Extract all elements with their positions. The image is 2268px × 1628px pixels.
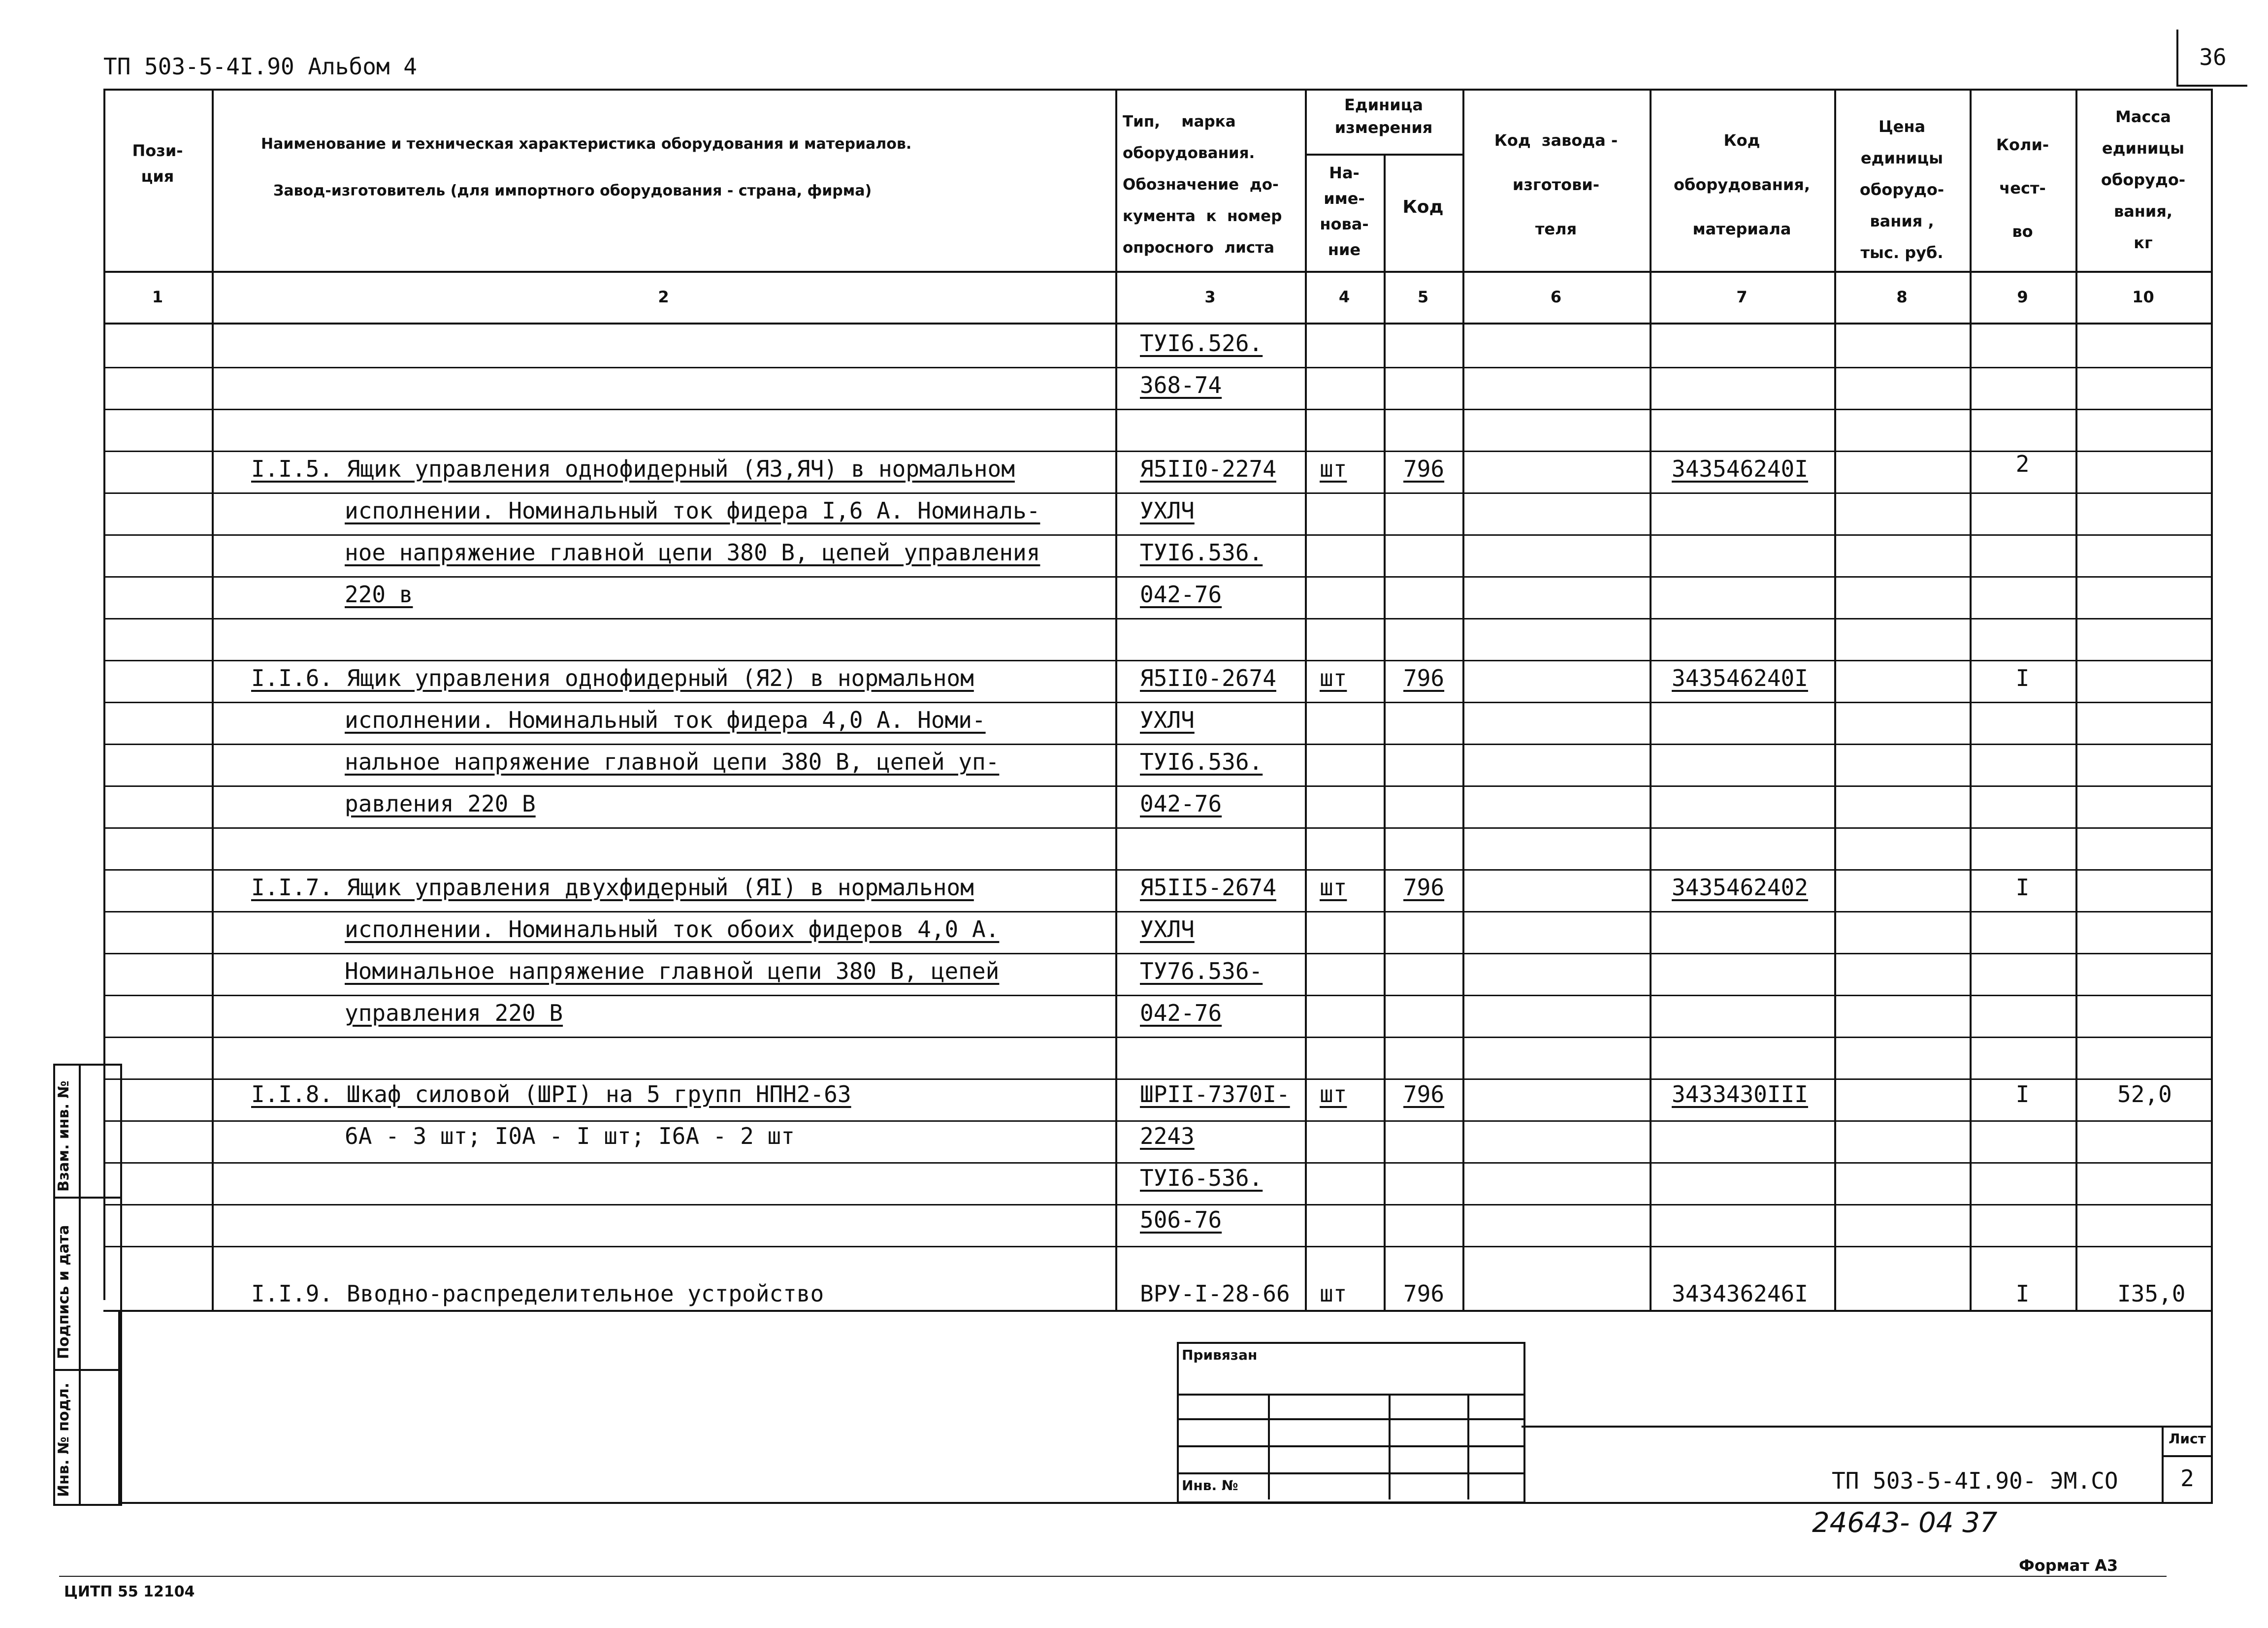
- footer-line: [59, 1576, 2167, 1577]
- side-stamp-divider: [53, 1197, 120, 1199]
- item9-name-line1: I.I.9. Вводно-распределительное устройство: [251, 1280, 824, 1307]
- col-num-1: 1: [152, 288, 163, 306]
- document-code: ТП 503-5-4I.90 Альбом 4: [103, 53, 417, 80]
- stamp-line: [1177, 1394, 1523, 1396]
- body-bottom: [103, 1310, 2213, 1312]
- privyazan-label: Привязан: [1182, 1347, 1258, 1363]
- side-inv-podl-label: Инв. № подл.: [55, 1382, 72, 1497]
- item5-name-line1: I.I.5. Ящик управления однофидерный (ЯЗ,ЯЧ) в нормальном: [251, 456, 1015, 482]
- title-doc-code: ТП 503-5-4I.90- ЭМ.СО: [1832, 1467, 2118, 1494]
- side-stamp-divider: [53, 1369, 120, 1371]
- item5-name-line2: исполнении. Номинальный ток фидера I,6 А. Номиналь-: [345, 497, 1040, 524]
- row-line: [103, 409, 2213, 410]
- row-line: [103, 953, 2213, 954]
- item5-unit: шт: [1320, 456, 1347, 482]
- th-name-line1: Наименование и техническая характеристика оборудования и материалов.: [261, 135, 912, 153]
- th-unit-code: Код: [1402, 197, 1444, 217]
- row-line: [103, 1246, 2213, 1247]
- row-line: [103, 534, 2213, 536]
- sheet-label: Лист: [2169, 1431, 2206, 1447]
- item5-quantity: 2: [2015, 451, 2030, 477]
- item5-type-line2: УХЛЧ: [1140, 497, 1195, 524]
- stamp-vline: [1467, 1394, 1469, 1499]
- side-stamp-inner: [79, 1064, 81, 1504]
- pre-type-line2: 368-74: [1140, 372, 1222, 398]
- item6-code: 796: [1403, 665, 1445, 691]
- side-podpis-label: Подпись и дата: [55, 1225, 72, 1359]
- item6-type-line3: ТУI6.536.: [1140, 749, 1263, 775]
- th-position: Пози- ция: [132, 141, 183, 186]
- col-line-6: [1650, 89, 1652, 1310]
- item9-type-line1: ВРУ-I-28-66: [1140, 1280, 1290, 1307]
- side-vzam-label: Взам. инв. №: [55, 1080, 72, 1192]
- item7-type-line2: УХЛЧ: [1140, 916, 1195, 943]
- item7-code: 796: [1403, 874, 1445, 901]
- row-line: [103, 367, 2213, 368]
- title-block-line: [1522, 1426, 2213, 1428]
- item6-equipment-code: 343546240I: [1672, 665, 1808, 691]
- col-line-4: [1384, 154, 1386, 1311]
- item9-quantity: I: [2015, 1280, 2030, 1307]
- item6-unit: шт: [1320, 665, 1347, 691]
- col-num-7: 7: [1736, 288, 1748, 306]
- col-num-8: 8: [1896, 288, 1908, 306]
- col-num-10: 10: [2132, 288, 2154, 306]
- item9-mass: I35,0: [2117, 1280, 2186, 1307]
- cittp-label: ЦИТП 55 12104: [64, 1583, 195, 1600]
- item8-equipment-code: 3433430III: [1672, 1081, 1808, 1107]
- frame-right: [2211, 89, 2213, 1502]
- item5-type-line3: ТУI6.536.: [1140, 539, 1263, 566]
- item8-name-line2: 6А - 3 шт; I0А - I шт; I6А - 2 шт: [345, 1123, 795, 1149]
- format-label: Формат А3: [2019, 1556, 2118, 1575]
- item8-type-line1: ШРII-7370I-: [1140, 1081, 1290, 1107]
- item7-type-line3: ТУ76.536-: [1140, 958, 1263, 984]
- item6-quantity: I: [2015, 665, 2030, 691]
- row-line: [103, 451, 2213, 452]
- stamp-line: [1177, 1418, 1523, 1420]
- item8-mass: 52,0: [2117, 1081, 2172, 1107]
- stamp-vline: [1389, 1394, 1391, 1499]
- item8-type-line4: 506-76: [1140, 1206, 1222, 1233]
- item7-quantity: I: [2015, 874, 2030, 901]
- pre-type-line1: ТУI6.526.: [1140, 330, 1263, 357]
- sheet-number: 2: [2180, 1465, 2194, 1492]
- item7-name-line4: управления 220 В: [345, 1000, 563, 1026]
- row-line: [103, 827, 2213, 829]
- lower-bottom-frame: [118, 1502, 2213, 1504]
- stamp-vline: [1268, 1394, 1270, 1499]
- row-line: [103, 1120, 2213, 1122]
- row-line: [103, 785, 2213, 787]
- col-line-5: [1462, 89, 1464, 1310]
- item7-name-line2: исполнении. Номинальный ток обоих фидеров 4,0 А.: [345, 916, 1000, 943]
- row-line: [103, 1078, 2213, 1080]
- item5-type-line4: 042-76: [1140, 581, 1222, 608]
- row-line: [103, 911, 2213, 912]
- item8-type-line3: ТУI6-536.: [1140, 1165, 1263, 1191]
- th-name-line2: Завод-изготовитель (для импортного оборудования - страна, фирма): [273, 182, 872, 199]
- item5-name-line4: 220 в: [345, 581, 413, 608]
- col-num-9: 9: [2017, 288, 2028, 306]
- page-number-box: [2176, 30, 2247, 87]
- item9-equipment-code: 343436246I: [1672, 1280, 1808, 1307]
- item9-code: 796: [1403, 1280, 1445, 1307]
- item9-unit: шт: [1320, 1280, 1347, 1307]
- header-bottom: [103, 271, 2213, 273]
- row-line: [103, 869, 2213, 871]
- item5-equipment-code: 343546240I: [1672, 456, 1808, 482]
- number-row-bottom: [103, 323, 2213, 325]
- th-mass: Масса единицы оборудо- вания, кг: [2101, 107, 2186, 252]
- row-line: [103, 576, 2213, 578]
- row-line: [103, 1037, 2213, 1038]
- col-line-9: [2075, 89, 2077, 1310]
- item8-type-line2: 2243: [1140, 1123, 1195, 1149]
- item8-unit: шт: [1320, 1081, 1347, 1107]
- handwritten-number: 24643- 04 37: [1812, 1507, 1998, 1539]
- stamp-line: [1177, 1445, 1523, 1447]
- item6-name-line3: нальное напряжение главной цепи 380 В, цепей уп-: [345, 749, 1000, 775]
- item5-code: 796: [1403, 456, 1445, 482]
- item6-name-line1: I.I.6. Ящик управления однофидерный (Я2) в нормальном: [251, 665, 974, 691]
- item5-type-line1: Я5II0-2274: [1140, 456, 1276, 482]
- item8-code: 796: [1403, 1081, 1445, 1107]
- item6-type-line2: УХЛЧ: [1140, 707, 1195, 733]
- item5-name-line3: ное напряжение главной цепи 380 В, цепей управления: [345, 539, 1040, 566]
- item7-equipment-code: 3435462402: [1672, 874, 1808, 901]
- row-line: [103, 1162, 2213, 1164]
- th-type: Тип, марка оборудования. Обозначение до- кумента к номер опросного листа: [1123, 113, 1282, 257]
- item6-type-line1: Я5II0-2674: [1140, 665, 1276, 691]
- col-num-6: 6: [1550, 288, 1562, 306]
- row-line: [103, 1204, 2213, 1205]
- item8-name-line1: I.I.8. Шкаф силовой (ШРI) на 5 групп НПН2-63: [251, 1081, 851, 1107]
- item6-type-line4: 042-76: [1140, 790, 1222, 817]
- stamp-line: [1177, 1472, 1523, 1474]
- inv-no-label: Инв. №: [1182, 1477, 1238, 1494]
- row-line: [103, 492, 2213, 494]
- row-line: [103, 660, 2213, 661]
- row-line: [103, 618, 2213, 619]
- row-line: [103, 702, 2213, 703]
- th-price: Цена единицы оборудо- вания , тыс. руб.: [1859, 117, 1944, 262]
- col-num-4: 4: [1338, 288, 1350, 306]
- col-line-1: [212, 89, 214, 1310]
- col-line-2: [1115, 89, 1117, 1310]
- col-num-5: 5: [1417, 288, 1429, 306]
- item7-type-line4: 042-76: [1140, 1000, 1222, 1026]
- col-num-3: 3: [1204, 288, 1216, 306]
- item7-type-line1: Я5II5-2674: [1140, 874, 1276, 901]
- th-equipment-code: Код оборудования, материала: [1674, 131, 1810, 238]
- item6-name-line2: исполнении. Номинальный ток фидера 4,0 А. Номи-: [345, 707, 986, 733]
- th-unit-name: На- име- нова- ние: [1320, 163, 1369, 259]
- frame-top: [103, 89, 2213, 91]
- col-line-7: [1834, 89, 1836, 1310]
- col-num-2: 2: [658, 288, 669, 306]
- col-line-3: [1305, 89, 1307, 1310]
- page-number: 36: [2199, 44, 2227, 70]
- item8-quantity: I: [2015, 1081, 2030, 1107]
- th-unit-group: Единица измерения: [1334, 96, 1433, 137]
- row-line: [103, 995, 2213, 996]
- item7-name-line1: I.I.7. Ящик управления двухфидерный (ЯI) в нормальном: [251, 874, 974, 901]
- item7-unit: шт: [1320, 874, 1347, 901]
- th-quantity: Коли- чест- во: [1996, 135, 2049, 241]
- th-factory-code: Код завода - изготови- теля: [1494, 131, 1618, 238]
- col-line-8: [1970, 89, 1972, 1310]
- item7-name-line3: Номинальное напряжение главной цепи 380 В, цепей: [345, 958, 1000, 984]
- row-line: [103, 744, 2213, 745]
- item6-name-line4: равления 220 В: [345, 790, 536, 817]
- sheet-box-divider: [2162, 1455, 2213, 1457]
